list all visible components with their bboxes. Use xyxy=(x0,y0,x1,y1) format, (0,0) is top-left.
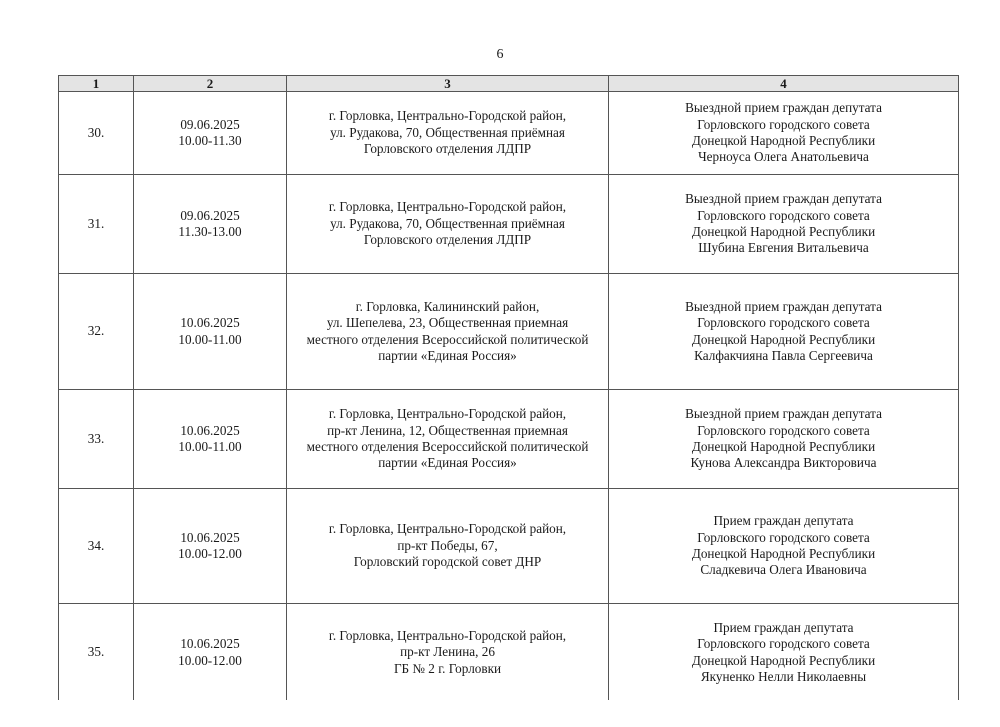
row-time: 10.00-12.00 xyxy=(178,546,242,561)
event-line: Горловского городского совета xyxy=(697,529,870,545)
row-place xyxy=(287,604,609,702)
event-line: Горловского городского совета xyxy=(697,315,870,331)
place-line: ул. Рудакова, 70, Общественная приёмная xyxy=(330,215,565,231)
event-line: Выездной прием граждан депутата xyxy=(685,191,882,207)
place-line: ул. Рудакова, 70, Общественная приёмная xyxy=(330,124,565,140)
event-line: Выездной прием граждан депутата xyxy=(685,100,882,116)
event-line: Донецкой Народной Республики xyxy=(691,652,876,668)
event-line: Черноуса Олега Анатольевича xyxy=(698,149,869,165)
event-line: Горловского городского совета xyxy=(697,636,870,652)
place-line: местного отделения Всероссийской политической xyxy=(306,439,589,454)
row-place xyxy=(287,92,609,175)
row-date: 09.06.2025 xyxy=(180,116,240,132)
place-line: г. Горловка, Центрально-Городской район, xyxy=(328,199,567,215)
row-datetime xyxy=(134,92,287,175)
table-row xyxy=(59,489,959,604)
row-event xyxy=(609,175,959,274)
event-line: Прием граждан депутата xyxy=(713,619,854,635)
event-line: Донецкой Народной Республики xyxy=(691,224,876,239)
row-number: 30. xyxy=(59,92,134,175)
event-line: Выездной прием граждан депутата xyxy=(685,298,882,314)
page-cutoff xyxy=(0,700,1000,727)
row-place xyxy=(287,390,609,489)
table-row xyxy=(59,274,959,390)
table-row xyxy=(59,175,959,274)
table-row xyxy=(59,604,959,702)
place-line: пр-кт Ленина, 26 xyxy=(400,644,495,660)
row-time: 10.00-11.00 xyxy=(178,439,242,454)
row-number: 35. xyxy=(59,604,134,702)
row-time: 10.00-11.30 xyxy=(178,133,242,148)
place-line: г. Горловка, Центрально-Городской район, xyxy=(328,108,567,124)
place-line: пр-кт Ленина, 12, Общественная приемная xyxy=(327,422,568,438)
event-line: Донецкой Народной Республики xyxy=(691,439,876,454)
event-line: Прием граждан депутата xyxy=(713,513,854,529)
row-event xyxy=(609,604,959,702)
page-number: 6 xyxy=(496,47,504,62)
event-line: Горловского городского совета xyxy=(697,207,870,223)
row-date: 10.06.2025 xyxy=(180,315,240,331)
row-number: 32. xyxy=(59,274,134,390)
column-header-4: 4 xyxy=(609,76,959,92)
row-number: 33. xyxy=(59,390,134,489)
column-header-1: 1 xyxy=(59,76,134,92)
row-time: 10.00-11.00 xyxy=(178,331,242,347)
schedule-table xyxy=(58,75,959,702)
row-place xyxy=(287,274,609,390)
event-line: Сладкевича Олега Ивановича xyxy=(700,562,867,578)
row-place xyxy=(287,175,609,274)
place-line: местного отделения Всероссийской политической xyxy=(306,331,589,347)
row-datetime xyxy=(134,175,287,274)
event-line: Донецкой Народной Республики xyxy=(691,133,876,148)
row-date: 09.06.2025 xyxy=(180,207,240,223)
place-line: г. Горловка, Центрально-Городской район, xyxy=(328,627,567,643)
event-line: Горловского городского совета xyxy=(697,422,870,438)
table-header xyxy=(59,76,959,92)
row-number: 34. xyxy=(59,489,134,604)
event-line: Донецкой Народной Республики xyxy=(691,546,876,561)
event-line: Кунова Александра Викторовича xyxy=(690,455,877,471)
column-header-3: 3 xyxy=(287,76,609,92)
place-line: ГБ № 2 г. Горловки xyxy=(393,660,502,676)
row-event xyxy=(609,390,959,489)
event-line: Выездной прием граждан депутата xyxy=(685,406,882,422)
row-event xyxy=(609,274,959,390)
row-number: 31. xyxy=(59,175,134,274)
row-date: 10.06.2025 xyxy=(180,422,240,438)
place-line: пр-кт Победы, 67, xyxy=(397,537,498,553)
row-date: 10.06.2025 xyxy=(180,529,240,545)
event-line: Горловского городского совета xyxy=(697,116,870,132)
place-line: Горловского отделения ЛДПР xyxy=(363,141,532,157)
event-line: Донецкой Народной Республики xyxy=(691,331,876,347)
row-time: 11.30-13.00 xyxy=(178,224,242,239)
table-body xyxy=(59,92,959,702)
row-event xyxy=(609,92,959,175)
event-line: Якуненко Нелли Николаевны xyxy=(700,668,867,684)
place-line: ул. Шепелева, 23, Общественная приемная xyxy=(326,315,569,331)
row-time: 10.00-12.00 xyxy=(178,652,242,668)
place-line: г. Горловка, Центрально-Городской район, xyxy=(328,521,567,537)
place-line: г. Горловка, Центрально-Городской район, xyxy=(328,406,567,422)
column-header-2: 2 xyxy=(134,76,287,92)
table-row xyxy=(59,390,959,489)
row-datetime xyxy=(134,604,287,702)
table-row xyxy=(59,92,959,175)
row-date: 10.06.2025 xyxy=(180,636,240,652)
row-event xyxy=(609,489,959,604)
row-place xyxy=(287,489,609,604)
place-line: Горловского отделения ЛДПР xyxy=(363,232,532,248)
row-datetime xyxy=(134,390,287,489)
place-line: партии «Единая Россия» xyxy=(378,347,517,363)
row-datetime xyxy=(134,274,287,390)
place-line: г. Горловка, Калининский район, xyxy=(355,298,540,314)
event-line: Шубина Евгения Витальевича xyxy=(698,240,869,256)
row-datetime xyxy=(134,489,287,604)
place-line: партии «Единая Россия» xyxy=(378,455,517,471)
place-line: Горловский городской совет ДНР xyxy=(353,554,542,570)
event-line: Калфакчияна Павла Сергеевича xyxy=(694,347,873,363)
